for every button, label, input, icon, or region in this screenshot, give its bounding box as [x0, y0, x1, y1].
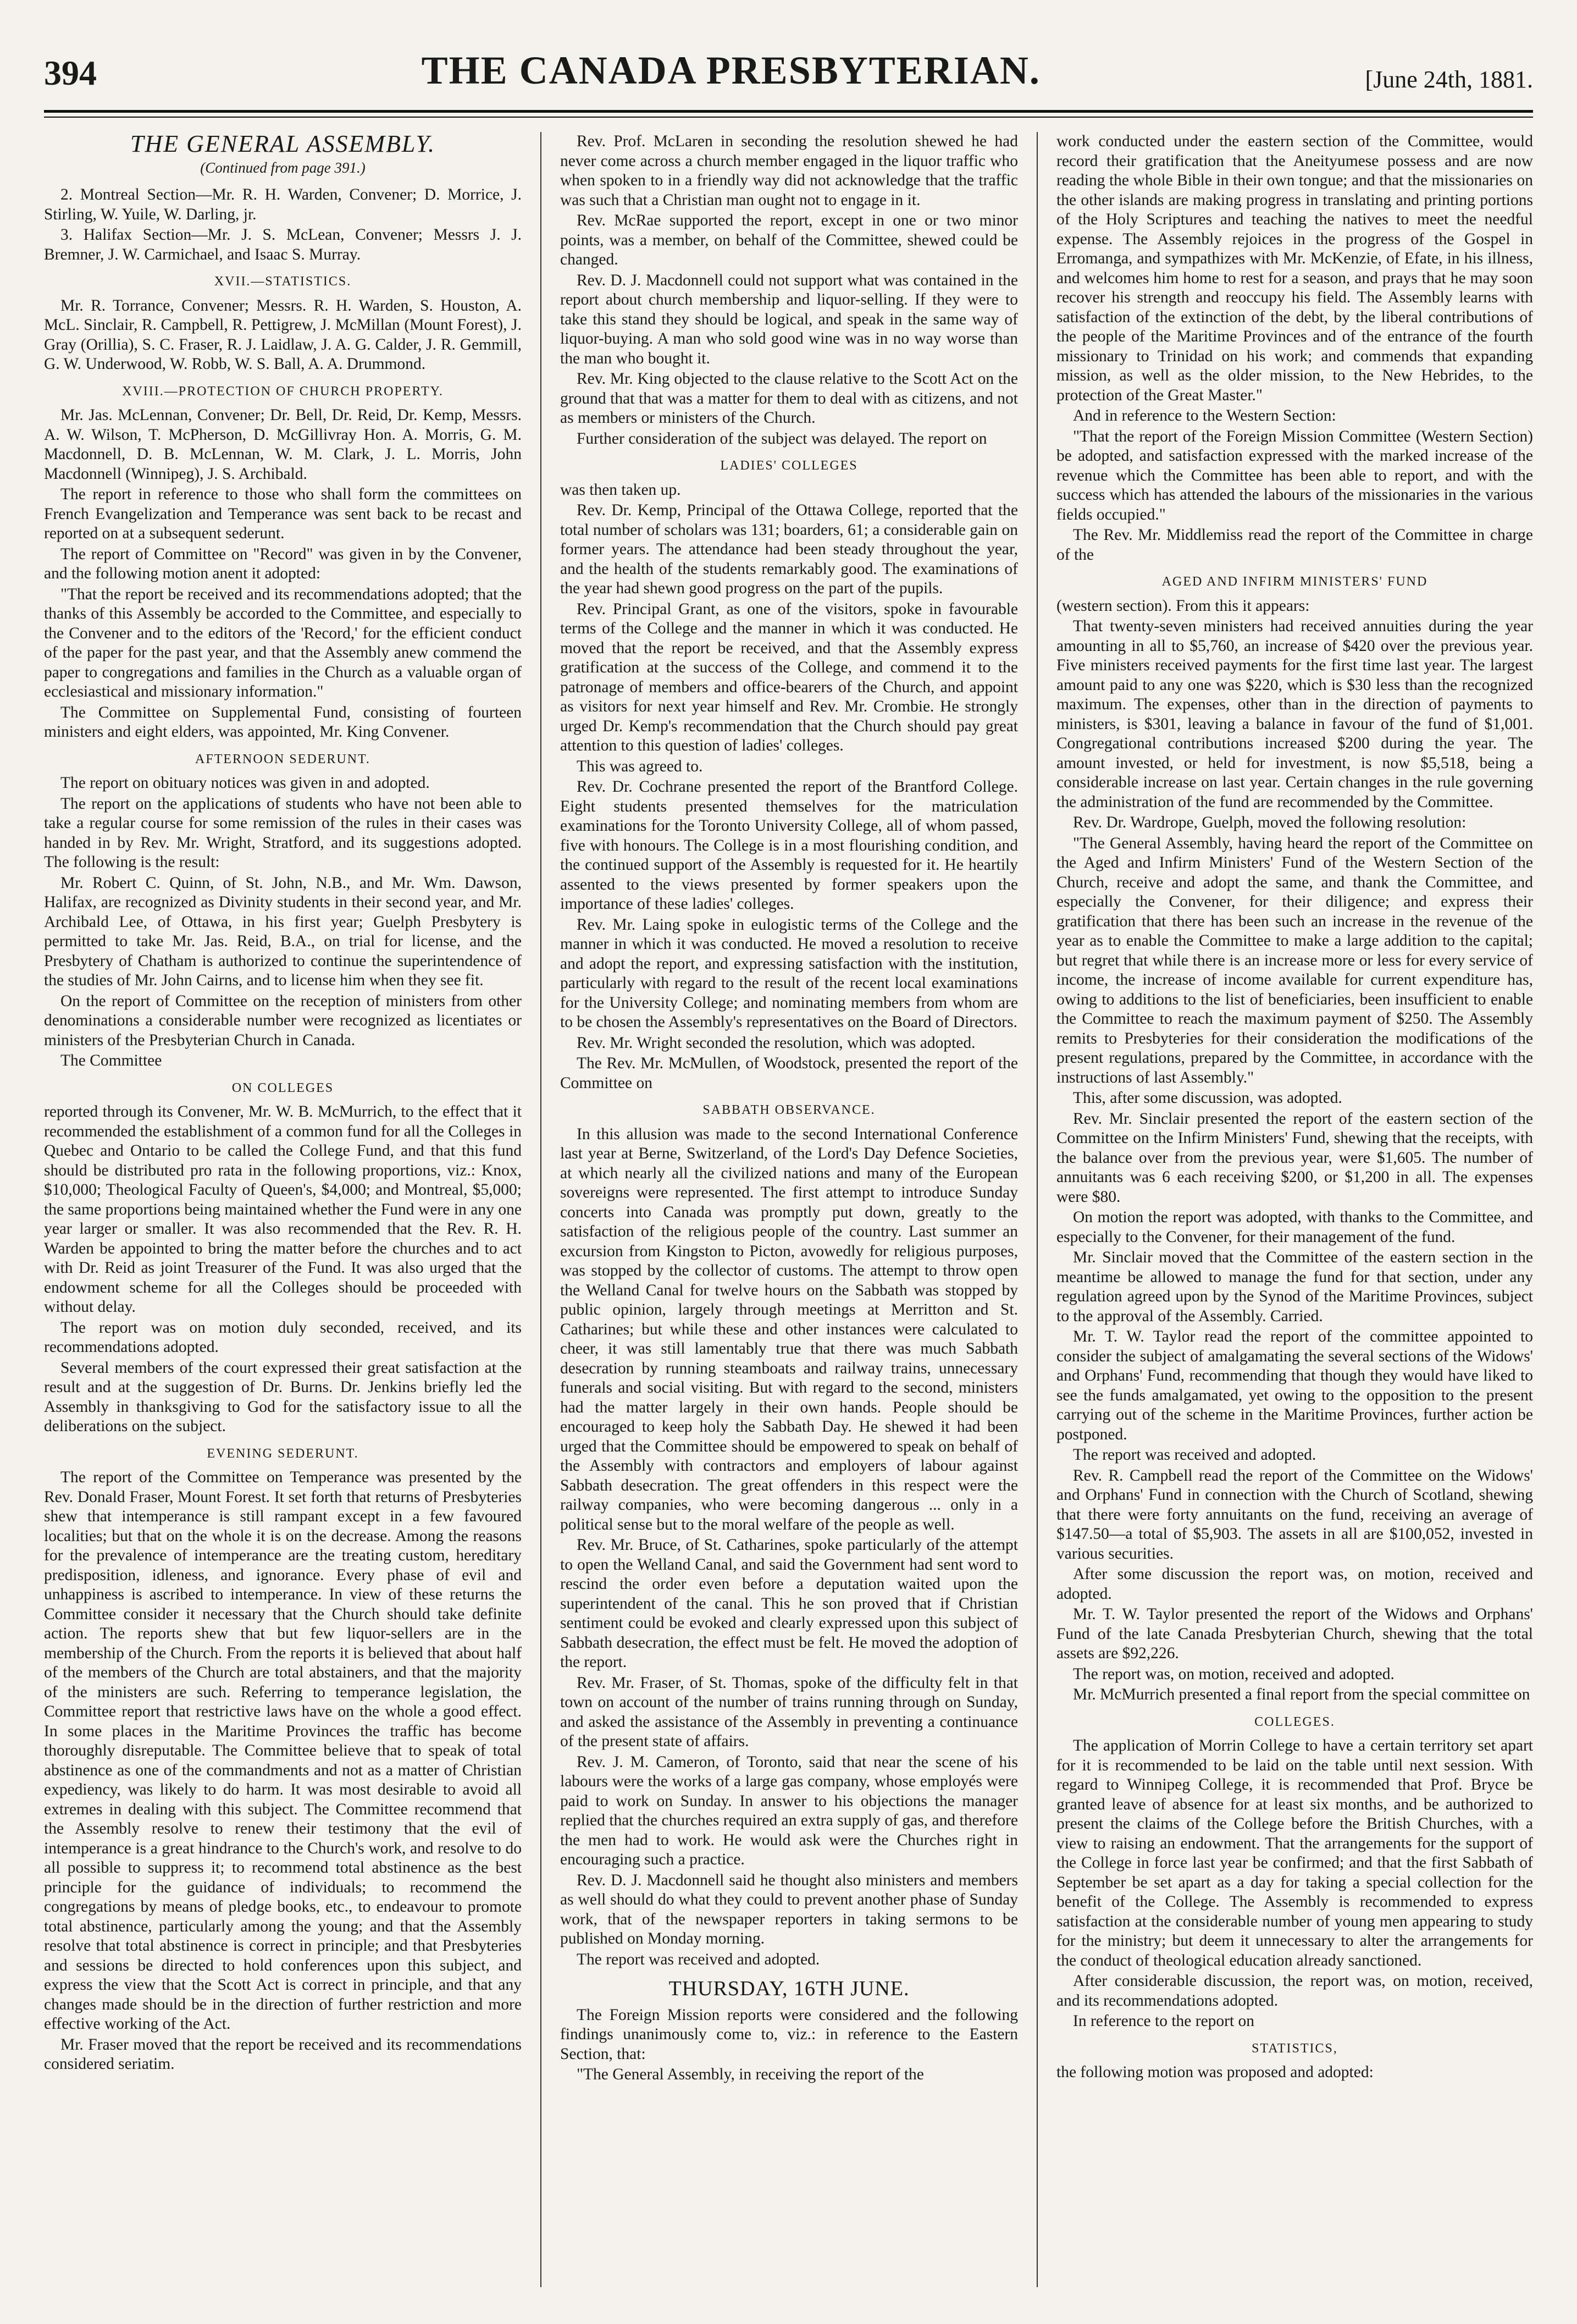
paragraph: Mr. Sinclair moved that the Committee of the eastern section in the meantime be allowed to manage the fund for that section, under any regulation agreed upon by the Synod of the Maritime Provinces, subject to the approval of the Assembly. Carried.: [1056, 1249, 1533, 1325]
paragraph: Rev. Mr. Fraser, of St. Thomas, spoke of the difficulty felt in that town on account of the number of trains running through on Sunday, and asked the assistance of the Assembly in preventing a continuance of the present state of affairs.: [560, 1674, 1018, 1750]
subhead-evening: EVENING SEDERUNT.: [207, 1446, 359, 1461]
paragraph: Rev. J. M. Cameron, of Toronto, said that near the scene of his labours were the works of a large gas company, whose employés were paid to work on Sunday. In answer to his objections the manager replied that the churches required an extra supply of gas, and therefore the men had to work. He would ask were the Churches right in encouraging such a practice.: [560, 1753, 1018, 1868]
paragraph: The Foreign Mission reports were considered and the following findings unanimously come to, viz.: in reference to the Eastern Section, that:: [560, 2006, 1018, 2063]
paragraph: On the report of Committee on the reception of ministers from other denominations a considerable number were recognized as licentiates or ministers of the Presbyterian Church in Canada.: [44, 992, 522, 1049]
paragraph: Rev. Mr. Wright seconded the resolution, which was adopted.: [577, 1034, 976, 1052]
paragraph: Rev. Mr. King objected to the clause relative to the Scott Act on the ground that that was a matter for them to deal with as citizens, and not as members or ministers of the Church.: [560, 370, 1018, 427]
paragraph: Rev. Prof. McLaren in seconding the resolution shewed he had never come across a church member engaged in the liquor traffic who when spoken to in a friendly way did not acknowledge that the traffic was such that a Christian man ought not to engage in it.: [560, 133, 1018, 209]
paragraph: Rev. R. Campbell read the report of the Committee on the Widows' and Orphans' Fund in connection with the Church of Scotland, shewing that there were forty annuitants on the fund, receiving an average of $147.50—a total of $5,903. The assets in all are $100,052, invested in various securities.: [1056, 1466, 1533, 1563]
paragraph: Rev. Mr. Sinclair presented the report of the eastern section of the Committee on the Infirm Ministers' Fund, shewing that the receipts, with the balance over from the previous year, were $1,605. The number of annuitants was 6 each receiving $200, or $1,200 in all. The expenses were $80.: [1056, 1109, 1533, 1206]
continued-note: (Continued from page 391.): [200, 159, 366, 176]
paragraph: The report of the Committee on Temperance was presented by the Rev. Donald Fraser, Mount Forest. It set forth that returns of Presbyteries shew that intemperance is still rampant except in a few favoured localities; but that on the whole it is on the decrease. Among the reasons for the prevalence of intemperance are the treating custom, hereditary predisposition, idleness, and ignorance. Every phase of evil and unhappiness is ascribed to intemperance. In view of these returns the Committee consider it necessary that the Church should take definite action. The reports shew that but few liquor-sellers are in the membership of the Church. From the reports it is believed that about half of the members of the Church are total abstainers, and that the majority of the ministers are such. Referring to temperance legislation, the Committee report that restrictive laws have on the whole a good effect. In some places in the Maritime Provinces the traffic has become thoroughly disreputable. The Committee believe that to speak of total abstinence as one of the commandments and not as a matter of Christian expediency, was likely to do harm. It was most desirable to avoid all extremes in dealing with this subject. The Committee recommend that the Assembly resolve to renew their testimony that the evil of intemperance is a great hindrance to the Church's work, and resolve to do all possible to suppress it; to recommend total abstinence as the best principle for the guidance of individuals; to recommend the congregations by means of pledge books, etc., to endeavour to promote total abstinence, particularly among the young; and that the Assembly resolve that total abstinence is correct in principle; and that Presbyteries and sessions be directed to hold conferences upon this subject, and express the view that the Scott Act is correct in principle, and that any changes made should be in the direction of further restriction and more effective working of the Act.: [44, 1469, 522, 2033]
paragraph: Mr. Jas. McLennan, Convener; Dr. Bell, Dr. Reid, Dr. Kemp, Messrs. A. W. Wilson, T. McPherson, D. McGillivray Hon. A. Morris, G. M. Macdonnell, D. B. McLennan, W. M. Clark, J. L. Morris, John Macdonnell (Winnipeg), J. S. Archibald.: [44, 406, 522, 483]
paragraph: Rev. D. J. Macdonnell said he thought also ministers and members as well should do what they could to prevent another phase of Sunday work, that of the newspaper reporters in taking sermons to be published on Monday morning.: [560, 1871, 1018, 1947]
paragraph: After some discussion the report was, on motion, received and adopted.: [1056, 1565, 1533, 1603]
article-title: THE GENERAL ASSEMBLY.: [130, 132, 435, 157]
subhead-sabbath: SABBATH OBSERVANCE.: [702, 1103, 876, 1117]
paragraph: On motion the report was adopted, with thanks to the Committee, and especially to the Convener, for their management of the fund.: [1056, 1208, 1533, 1246]
paragraph: Rev. Principal Grant, as one of the visitors, spoke in favourable terms of the College and the manner in which it was conducted. He moved that the report be received, and that the Assembly express gratification at the success of the College, and commend it to the patronage of members and office-bearers of the Church, and appoint as visitors for next year himself and Rev. Mr. Crombie. He strongly urged Dr. Kemp's recommendation that the Church should pay great attention to this question of ladies' colleges.: [560, 600, 1018, 754]
paragraph: The report was received and adopted.: [1073, 1446, 1316, 1464]
paragraph: reported through its Convener, Mr. W. B. McMurrich, to the effect that it recommended the establishment of a common fund for all the Colleges in Quebec and Ontario to be called the College Fund, and that this fund should be distributed pro rata in the following proportions, viz.: Knox, $10,000; Theological Faculty of Queen's, $4,000; and Montreal, $5,000; the same proportions being maintained whether the Fund were in any one year larger or smaller. It was also recommended that the Rev. R. H. Warden be appointed to bring the matter before the churches and to act with Dr. Reid as joint Treasurer of the Fund. It was also urged that the endowment scheme for all the Colleges should be proceeded with without delay.: [44, 1103, 522, 1316]
paragraph: In this allusion was made to the second International Conference last year at Berne, Switzerland, of the Lord's Day Defence Societies, at which nearly all the civilized nations and many of the European sovereigns were represented. The first attempt to introduce Sunday concerts into Canada was promptly put down, greatly to the satisfaction of the religious people of the country. Last summer an excursion from Kingston to Picton, avowedly for religious purposes, was stopped by the collector of customs. The attempt to throw open the Welland Canal for twelve hours on the Sabbath was stopped by public opinion, largely through meetings at Merritton and St. Catharines; but while these and other instances were calculated to cheer, it was still lamentably true that there was much Sabbath desecration by running steamboats and railway trains, unnecessary funerals and social visiting. But with regard to the second, ministers had the matter largely in their own hands. People should be encouraged to keep holy the Sabbath Day. He shewed it had been urged that the Committee should be empowered to speak on behalf of the Assembly with contractors and employers of labour against Sabbath desecration. The great offenders in this respect were the railway companies, who were becoming dangerous ... only in a political sense but to the moral welfare of the people as well.: [560, 1125, 1018, 1533]
masthead-rule-thin: [44, 117, 1533, 118]
paragraph: Further consideration of the subject was delayed. The report on: [577, 429, 987, 448]
paragraph: After considerable discussion, the report was, on motion, received, and its recommendations adopted.: [1056, 1972, 1533, 2010]
paragraph: (western section). From this it appears:: [1056, 597, 1310, 615]
paragraph: The report on the applications of students who have not been able to take a regular course for some remission of the rules in their cases was handed in by Rev. Mr. Wright, Stratford, and its suggestions adopted. The following is the result:: [44, 794, 522, 871]
paragraph: This was agreed to.: [577, 757, 703, 775]
paragraph: Mr. Fraser moved that the report be received and its recommendations considered seriatim.: [44, 2035, 522, 2073]
column-2: [540, 132, 1037, 2287]
paragraph: The Committee on Supplemental Fund, consisting of fourteen ministers and eight elders, was appointed, Mr. King Convener.: [44, 703, 522, 741]
paragraph: This, after some discussion, was adopted.: [1073, 1089, 1342, 1107]
paragraph: Mr. R. Torrance, Convener; Messrs. R. H. Warden, S. Houston, A. McL. Sinclair, R. Campbell, R. Pettigrew, J. McMillan (Mount Forest), J. Gray (Orillia), S. C. Fraser, R. J. Laidlaw, J. A. G. Calder, J. R. Gemmill, G. W. Underwood, W. Robb, W. S. Ball, A. A. Drummond.: [44, 296, 522, 373]
paragraph: Rev. Mr. Laing spoke in eulogistic terms of the College and the manner in which it was conducted. He moved a resolution to receive and adopt the report, and expressing satisfaction with the institution, particularly with regard to the result of the recent local examinations for the University College; and nominating members from whom are to be chosen the Assembly's representatives on the Board of Directors.: [560, 915, 1018, 1031]
paragraph: Rev. Dr. Cochrane presented the report of the Brantford College. Eight students presented themselves for the matriculation examinations for the Toronto University College, all of whom passed, five with honours. The College is in a most flourishing condition, and the continued support of the Assembly is requested for it. He heartily assented to the views presented by former speakers upon the importance of these ladies' colleges.: [560, 778, 1018, 913]
subhead-statistics-final: STATISTICS,: [1252, 2041, 1338, 2056]
paragraph: The report of Committee on "Record" was given in by the Convener, and the following motion anent it adopted:: [44, 545, 522, 582]
masthead: [44, 44, 1533, 93]
subhead-colleges: ON COLLEGES: [231, 1080, 334, 1095]
subhead-afternoon: AFTERNOON SEDERUNT.: [195, 752, 370, 766]
subhead-ladies-colleges: LADIES' COLLEGES: [720, 459, 858, 473]
paragraph: work conducted under the eastern section of the Committee, would record their gratification that the Aneityumese possess and are now reading the whole Bible in their own tongue; and that the missionaries on the other islands are making progress in translating and printing portions of the Holy Scriptures and teaching the natives to meet the needful expense. The Assembly rejoices in the progress of the Gospel in Erromanga, and sympathizes with Mr. McKenzie, of Efate, in his illness, and welcomes him home to rest for a season, and prays that he may soon recover his strength and reoccupy his field. The Assembly learns with satisfaction of the extinction of the debt, by the liberal contributions of the people of the Maritime Provinces and of the entrance of the fourth missionary to Trinidad on his work; and commends that expanding mission, as well as the older mission, to the New Hebrides, to the protection of the Great Master.": [1056, 133, 1533, 404]
day-heading: THURSDAY, 16TH JUNE.: [668, 1977, 910, 2000]
quoted-motion: "That the report be received and its recommendations adopted; that the thanks of this Assembly be accorded to the Committee, and especially to the Convener and to the editors of the 'Record,' for the efficient conduct of the paper for the past year, and that the Assembly anew commend the paper to congregations and families in the Church as a valuable organ of ecclesiastical and missionary information.": [44, 585, 522, 700]
page-number: 394: [44, 53, 97, 92]
quoted-motion: "The General Assembly, having heard the report of the Committee on the Aged and Infirm Ministers' Fund of the Western Section of the Church, receive and adopt the same, and thank the Committee, and especially the Convener, for their diligence; and express their gratification that there has been such an increase in the revenue of the year as to enable the Committee to make a large addition to the capital; but regret that while there is an increase more or less for every service of income, the increase of income available for current expenditure has, owing to additions to the list of beneficiaries, been insufficient to enable the Committee to reach the maximum payment of $250. The Assembly remits to Presbyteries for their consideration the modifications of the present regulations, prepared by the Committee, in accordance with the instructions of last Assembly.": [1056, 834, 1533, 1086]
paragraph: Mr. Robert C. Quinn, of St. John, N.B., and Mr. Wm. Dawson, Halifax, are recognized as Divinity students in their second year, and Mr. Archibald Lee, of Ottawa, in his first year; Guelph Presbytery is permitted to take Mr. Jas. Reid, B.A., on trial for license, and the Presbytery of Chatham is authorized to continue the superintendence of the studies of Mr. John Cairns, and to license him when they see fit.: [44, 874, 522, 989]
paragraph: The report in reference to those who shall form the committees on French Evangelization and Temperance was sent back to be recast and reported on at a subsequent sederunt.: [44, 485, 522, 542]
paragraph: The Rev. Mr. McMullen, of Woodstock, presented the report of the Committee on: [560, 1055, 1018, 1092]
paragraph: Rev. McRae supported the report, except in one or two minor points, was a member, on behalf of the Committee, shewed could be changed.: [560, 212, 1018, 268]
paragraph: The report was received and adopted.: [577, 1950, 820, 1968]
paragraph: The report was on motion duly seconded, received, and its recommendations adopted.: [44, 1318, 522, 1356]
paragraph: The Rev. Mr. Middlemiss read the report of the Committee in charge of the: [1056, 526, 1533, 564]
paragraph: Rev. Dr. Kemp, Principal of the Ottawa College, reported that the total number of scholars was 131; boarders, 61; a considerable gain on former years. The attendance had been steady throughout the year, and the health of the students remarkably good. The examinations of the year had shewn good progress on the part of the pupils.: [560, 501, 1018, 597]
paragraph: was then taken up.: [560, 481, 681, 499]
quoted-motion: "The General Assembly, in receiving the report of the: [577, 2066, 924, 2083]
paper-title: THE CANADA PRESBYTERIAN.: [421, 48, 1041, 92]
subhead-aged-infirm: AGED AND INFIRM MINISTERS' FUND: [1161, 575, 1428, 589]
paragraph: The report on obituary notices was given in and adopted.: [60, 774, 430, 792]
paragraph: The application of Morrin College to have a certain territory set apart for it is recommended to be laid on the table until next session. With regard to Winnipeg College, it is recommended that Prof. Bryce be granted leave of absence for at least six months, and be authorized to present the claims of the College before the British Churches, with a view to raising an endowment. That the arrangements for the support of the College in force last year be confirmed; and that the first Sabbath of September be set apart as a day for taking a special collection for the benefit of the College. The Assembly is recommended to express satisfaction at the considerable number of young men appearing to study for the ministry; but deem it unnecessary to alter the arrangements for the conduct of theological education already sanctioned.: [1056, 1737, 1533, 1969]
paragraph: Mr. T. W. Taylor read the report of the committee appointed to consider the subject of amalgamating the several sections of the Widows' and Orphans' Fund, recommending that though they would have liked to see the funds amalgamated, yet owing to the opposition to the present carrying out of the scheme in the Maritime Provinces, further action be postponed.: [1056, 1328, 1533, 1443]
paragraph: And in reference to the Western Section:: [1073, 407, 1336, 424]
subhead-colleges-final: COLLEGES.: [1254, 1714, 1335, 1729]
paragraph: Several members of the court expressed their great satisfaction at the result and at the suggestion of Dr. Burns. Dr. Jenkins briefly led the Assembly in thanksgiving to God for the satisfactory issue to all the deliberations on the subject.: [44, 1359, 522, 1435]
paragraph: 2. Montreal Section—Mr. R. H. Warden, Convener; D. Morrice, J. Stirling, W. Yuile, W. Darling, jr.: [44, 186, 522, 223]
paragraph: the following motion was proposed and adopted:: [1056, 2063, 1374, 2081]
paragraph: Rev. D. J. Macdonnell could not support what was contained in the report about church membership and liquor-selling. If they were to take this stand they should be logical, and speak in the same way of liquor-buying. A man who sold good wine was in no way worse than the man who bought it.: [560, 271, 1018, 367]
subhead-protection: XVIII.—PROTECTION OF CHURCH PROPERTY.: [122, 384, 444, 399]
subhead-statistics: XVII.—STATISTICS.: [214, 274, 352, 289]
article-columns: [44, 132, 1533, 2287]
paragraph: Rev. Mr. Bruce, of St. Catharines, spoke particularly of the attempt to open the Welland Canal, and said the Government had sent word to rescind the order even before a deputation waited upon the superintendent of the canal. This he son proved that if Christian sentiment could be evoked and clearly expressed upon this subject of Sabbath desecration, the effect must be felt. He moved the adoption of the report.: [560, 1536, 1018, 1671]
paragraph: The Committee: [60, 1052, 162, 1069]
paragraph: In reference to the report on: [1073, 2012, 1255, 2030]
paragraph: Mr. McMurrich presented a final report from the special committee on: [1073, 1686, 1530, 1703]
column-1: [44, 132, 540, 2287]
masthead-rule: [44, 110, 1533, 113]
column-3: [1037, 132, 1533, 2287]
quoted-motion: "That the report of the Foreign Mission Committee (Western Section) be adopted, and satisfaction expressed with the marked increase of the revenue which the Committee has been able to report, and with the success which has attended the labours of the missionaries in the various fields occupied.": [1056, 427, 1533, 523]
paragraph: That twenty-seven ministers had received annuities during the year amounting in all to $5,760, an increase of $420 over the previous year. Five ministers received payments for the first time last year. The largest amount paid to any one was $220, which is $30 less than the recognized maximum. The expenses, other than in the direction of payments to ministers, is $301, leaving a balance in favour of the fund of $1,001. Congregational contributions increased $200 during the year. The amount invested, or held for investment, is now $5,518, being a considerable increase on last year. Certain changes in the rule governing the administration of the fund are recommended by the Committee.: [1056, 617, 1533, 811]
issue-date: [June 24th, 1881.: [1365, 66, 1533, 93]
paragraph: 3. Halifax Section—Mr. J. S. McLean, Convener; Messrs J. J. Bremner, J. W. Carmichael, and Isaac S. Murray.: [44, 226, 522, 263]
paragraph: Mr. T. W. Taylor presented the report of the Widows and Orphans' Fund of the late Canada Presbyterian Church, shewing that the total assets are $92,226.: [1056, 1605, 1533, 1662]
paragraph: The report was, on motion, received and adopted.: [1073, 1665, 1395, 1683]
paragraph: Rev. Dr. Wardrope, Guelph, moved the following resolution:: [1073, 814, 1467, 831]
